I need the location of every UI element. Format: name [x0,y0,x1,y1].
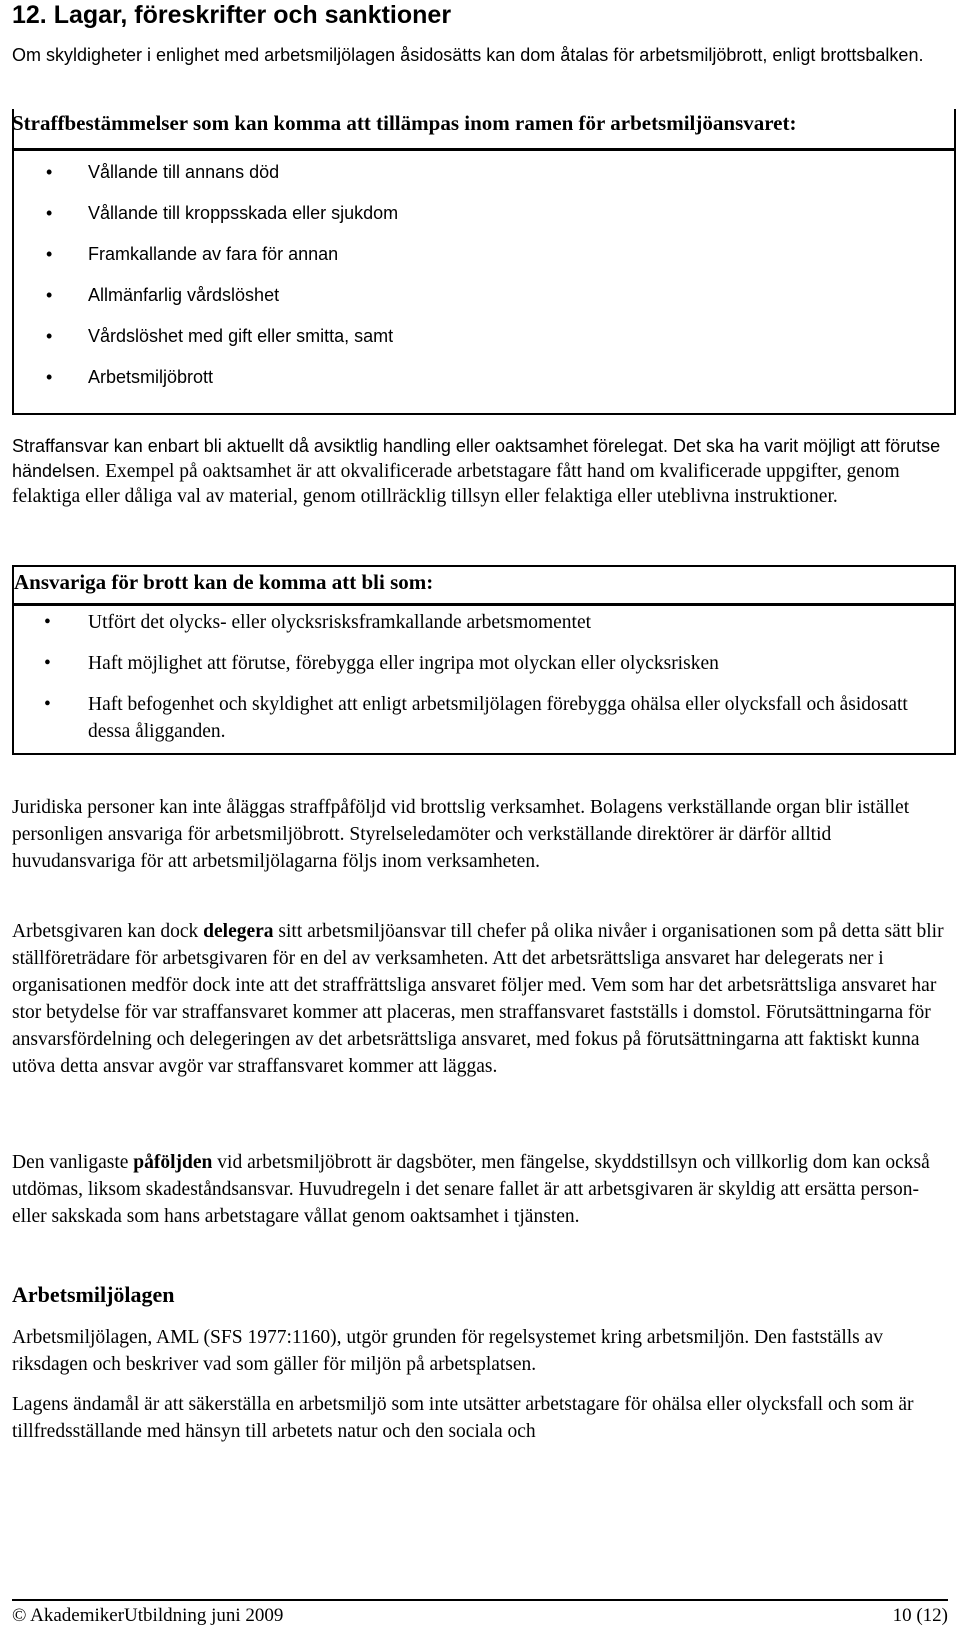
footer-copyright: © AkademikerUtbildning juni 2009 [12,1605,284,1626]
list-item-text: Framkallande av fara för annan [88,244,339,264]
bullet-icon: • [46,367,53,387]
sanction-paragraph [12,1149,957,1230]
list-item-text: Vållande till kroppsskada eller sjukdom [88,203,399,223]
section-heading: 12. Lagar, föreskrifter och sanktioner [12,1,452,29]
bullet-icon: • [44,612,51,633]
list-item-text: Haft befogenhet och skyldighet att enligt arbetsmiljölagen förebygga ohälsa eller olycksfall och åsidosatt dessa åligganden. [88,694,908,742]
footer-page-number: 10 (12) [892,1605,948,1626]
responsible-parties-box [12,565,956,755]
delegation-text-before: Arbetsgivaren kan dock [12,921,204,942]
sanction-text-before: Den vanligaste [12,1152,134,1173]
list-item [14,282,954,323]
bullet-icon: • [46,162,53,182]
bullet-icon: • [46,326,53,346]
bullet-icon: • [46,244,53,264]
footer-divider [12,1599,948,1601]
liability-paragraph [12,434,952,509]
list-item [14,323,954,364]
bullet-icon: • [46,285,53,305]
delegation-bold-term: delegera [203,921,274,942]
list-item-text: Vållande till annans död [88,162,280,182]
responsible-parties-list [14,609,954,759]
list-item-text: Utfört det olycks- eller olycksrisksframkallande arbetsmomentet [88,612,592,633]
legal-persons-paragraph: Juridiska personer kan inte åläggas straffpåföljd vid brottslig verksamhet. Bolagens verkställande organ blir istället personligen ansvariga för arbetsmiljöbrott. Styrelseledamöter och verkställande direktörer är därför alltid huvudansvariga för att arbetsmiljölagarna följs inom verksamheten. [12,797,910,872]
list-item-text: Vårdslöshet med gift eller smitta, samt [88,326,394,346]
list-item [14,364,954,405]
list-item-text: Haft möjlighet att förutse, förebygga eller ingripa mot olyckan eller olycksrisken [88,653,719,674]
penalty-provisions-box [12,109,956,415]
list-item [14,200,954,241]
bullet-icon: • [44,694,51,715]
list-item [14,650,954,677]
list-item [14,241,954,282]
delegation-paragraph [12,918,957,1080]
list-item-text: Arbetsmiljöbrott [88,367,214,387]
purpose-paragraph: Lagens ändamål är att säkerställa en arbetsmiljö som inte utsätter arbetstagare för ohälsa eller olycksfall och som är tillfredsställande med hänsyn till arbetets natur och den sociala och [12,1394,914,1442]
aml-paragraph: Arbetsmiljölagen, AML (SFS 1977:1160), utgör grunden för regelsystemet kring arbetsmiljön. Den fastställs av riksdagen och beskriver vad som gäller för miljön på arbetsplatsen. [12,1327,884,1375]
delegation-text-after: sitt arbetsmiljöansvar till chefer på olika nivåer i organisationen som på detta sätt blir ställföreträdare för arbetsgivaren för en del av verksamheten. Att det arbetsrättsliga ansvaret har delegerats ner i organisationen medför dock inte att det straffrättsliga ansvaret följer med. Vem som har det arbetsrättsliga ansvaret har stor betydelse för var straffansvaret kommer att placeras, men straffansvaret fastställs i domstol. Förutsättningarna för ansvarsfördelning och delegeringen av det arbetsrättsliga ansvaret, med fokus på förutsättningarna att faktiskt kunna utöva detta ansvar avgör var straffansvaret kommer att läggas. [12,921,944,1077]
list-item [14,609,954,636]
sanction-bold-term: påföljden [133,1152,213,1173]
penalty-provisions-list [14,159,954,405]
intro-paragraph: Om skyldigheter i enlighet med arbetsmiljölagen åsidosätts kan dom åtalas för arbetsmiljöbrott, enligt brottsbalken. [12,45,924,65]
negligence-example-text: Exempel på oaktsamhet är att okvalificerade arbetstagare fått hand om kvalificerade uppgifter, genom felaktiga eller dåliga val av material, genom otillräcklig tillsyn eller felaktiga eller uteblivna instruktioner. [12,461,900,507]
responsible-parties-title: Ansvariga för brott kan de komma att bli som: [14,567,954,606]
subsection-heading: Arbetsmiljölagen [12,1282,175,1307]
list-item [14,159,954,200]
penalty-provisions-title-text: Straffbestämmelser som kan komma att tillämpas inom ramen för arbetsmiljöansvaret: [12,111,797,135]
list-item [14,691,954,745]
penalty-provisions-title [12,109,954,151]
sanction-text-after: vid arbetsmiljöbrott är dagsböter, men fängelse, skyddstillsyn och villkorlig dom kan också utdömas, liksom skadeståndsansvar. Huvudregeln i det senare fallet är att arbetsgivaren är skyldig att ersätta person- eller sakskada som hans arbetstagare vållat genom oaktsamhet i tjänsten. [12,1152,930,1227]
list-item-text: Allmänfarlig vårdslöshet [88,285,280,305]
bullet-icon: • [44,653,51,674]
bullet-icon: • [46,203,53,223]
liability-text: Straffansvar kan enbart bli aktuellt då avsiktlig handling eller oaktsamhet förelegat. Det ska ha varit möjligt att förutse händelsen. [12,436,941,481]
